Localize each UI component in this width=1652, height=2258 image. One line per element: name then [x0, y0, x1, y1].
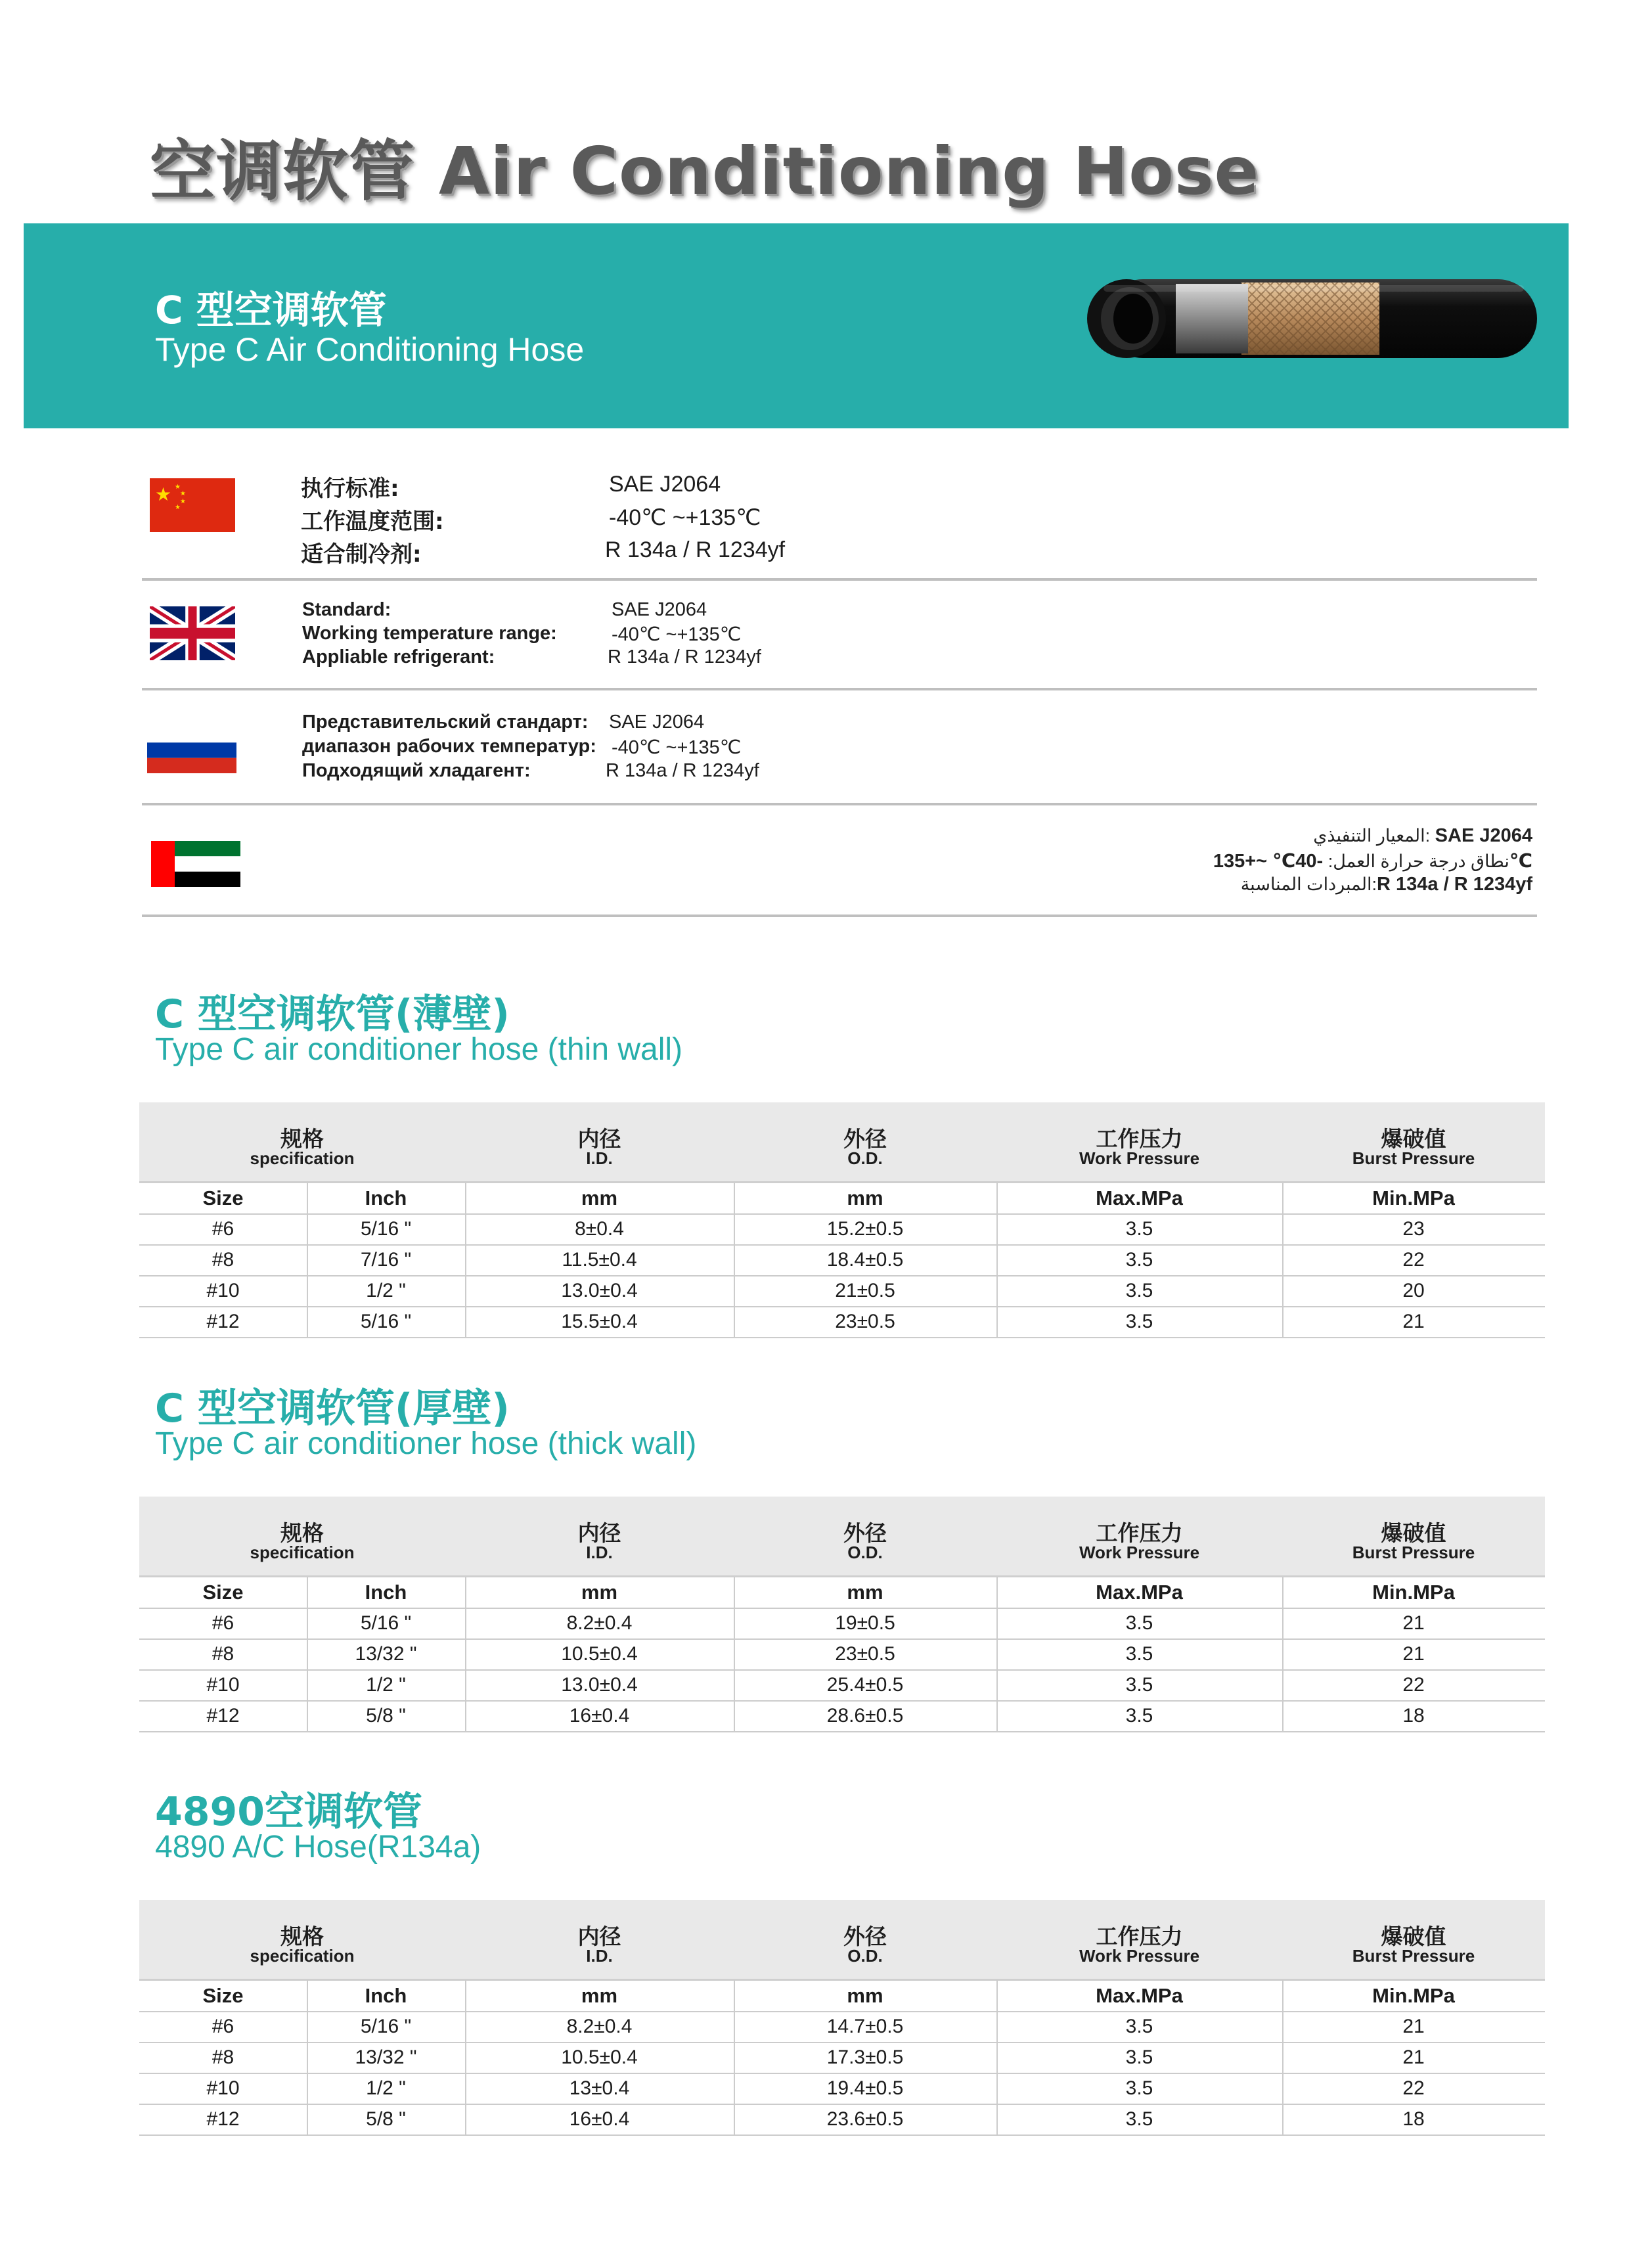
table-cell: 3.5 — [1125, 2016, 1153, 2037]
ru-refrigerant-label: Подходящий хладагент: — [302, 760, 531, 781]
table-cell: 3.5 — [1125, 1612, 1153, 1634]
ru-temp-value: -40℃ ~+135℃ — [612, 737, 742, 758]
section-title-cn: C 型空调软管(薄壁) — [155, 991, 510, 1037]
table-subheader-row — [139, 1577, 1545, 1609]
table-cell: 5/8 " — [366, 2108, 406, 2130]
table-subheader-cell: Min.MPa — [1372, 1984, 1455, 2007]
table-cell: 22 — [1402, 1674, 1425, 1696]
table-cell: 23±0.5 — [835, 1643, 895, 1665]
table-cell: #6 — [212, 1218, 234, 1240]
ar-standard-value: SAE J2064 — [1435, 825, 1532, 846]
column-divider — [1282, 1183, 1284, 1337]
column-divider — [307, 1980, 308, 2134]
table-cell: #10 — [206, 1674, 240, 1696]
svg-text:★: ★ — [180, 498, 186, 505]
table-cell: #12 — [206, 2108, 240, 2130]
table-cell: 28.6±0.5 — [826, 1705, 904, 1727]
table-row — [139, 1608, 1545, 1640]
table-header — [139, 1102, 1545, 1183]
header-specification — [139, 1102, 465, 1181]
column-divider — [734, 1980, 735, 2134]
header-specification-en: specification — [250, 1946, 355, 1966]
table-subheader-cell: Size — [202, 1581, 244, 1604]
ar-standard-line — [1313, 825, 1532, 847]
header-work-pressure-en: Work Pressure — [1079, 1946, 1200, 1966]
table-cell: 3.5 — [1125, 2077, 1153, 2099]
table-cell: 22 — [1402, 2077, 1425, 2099]
table-cell: 20 — [1402, 1280, 1425, 1301]
table-row — [139, 1244, 1545, 1276]
table-subheader-cell: mm — [847, 1984, 883, 2007]
page-title: 空调软管 Air Conditioning Hose — [150, 133, 1260, 210]
table-cell: 13/32 " — [355, 2046, 417, 2068]
table-cell: 21 — [1402, 2016, 1425, 2037]
table-cell: 5/16 " — [360, 1218, 412, 1240]
header-work-pressure-cn: 工作压力 — [1096, 1126, 1183, 1152]
table-row — [139, 2073, 1545, 2105]
header-work-pressure — [996, 1102, 1282, 1181]
table-cell: 21 — [1402, 1311, 1425, 1332]
column-divider — [465, 1577, 466, 1731]
en-standard-label: Standard: — [302, 599, 391, 620]
column-divider — [465, 1980, 466, 2134]
table-subheader-row — [139, 1980, 1545, 2012]
header-burst-pressure-en: Burst Pressure — [1352, 1543, 1475, 1562]
cn-temp-label: 工作温度范围: — [301, 508, 444, 535]
header-burst-pressure — [1282, 1102, 1545, 1181]
table-cell: 8.2±0.4 — [566, 2016, 633, 2037]
russia-flag-icon — [147, 727, 236, 773]
table-cell: 13/32 " — [355, 1643, 417, 1665]
header-work-pressure-cn: 工作压力 — [1096, 1924, 1183, 1949]
table-cell: 25.4±0.5 — [826, 1674, 904, 1696]
uk-flag-icon — [150, 606, 235, 660]
banner-title-cn: C 型空调软管 — [155, 288, 387, 332]
section-title-en: 4890 A/C Hose(R134a) — [155, 1830, 481, 1864]
header-inner-diameter — [465, 1900, 734, 1979]
header-burst-pressure-en: Burst Pressure — [1352, 1946, 1475, 1966]
header-inner-diameter-en: I.D. — [586, 1148, 613, 1168]
table-row — [139, 1213, 1545, 1246]
table-row — [139, 1700, 1545, 1732]
cn-temp-value: -40℃ ~+135℃ — [609, 505, 761, 530]
table-row — [139, 1275, 1545, 1307]
section-title-cn: C 型空调软管(厚壁) — [155, 1386, 510, 1432]
table-cell: 15.2±0.5 — [826, 1218, 904, 1240]
table-cell: 3.5 — [1125, 1705, 1153, 1727]
table-cell: 3.5 — [1125, 1280, 1153, 1301]
table-header — [139, 1497, 1545, 1577]
ar-refrigerant-value: R 134a / R 1234yf — [1377, 874, 1532, 895]
section-title-cn: 4890空调软管 — [155, 1789, 422, 1835]
en-temp-value: -40℃ ~+135℃ — [612, 624, 742, 645]
table-cell: 14.7±0.5 — [826, 2016, 904, 2037]
table-subheader-cell: Min.MPa — [1372, 1186, 1455, 1209]
column-divider — [734, 1577, 735, 1731]
table-cell: 8±0.4 — [575, 1218, 624, 1240]
header-inner-diameter — [465, 1102, 734, 1181]
header-burst-pressure-cn: 爆破值 — [1381, 1520, 1446, 1546]
table-cell: #6 — [212, 1612, 234, 1634]
table-cell: 13.0±0.4 — [561, 1674, 638, 1696]
column-divider — [1282, 1577, 1284, 1731]
table-cell: 3.5 — [1125, 1249, 1153, 1271]
table-cell: 16±0.4 — [569, 1705, 630, 1727]
table-cell: 18 — [1402, 2108, 1425, 2130]
header-inner-diameter-cn: 内径 — [577, 1924, 621, 1949]
table-cell: 15.5±0.4 — [561, 1311, 638, 1332]
header-outer-diameter-cn: 外径 — [843, 1924, 887, 1949]
table-cell: 10.5±0.4 — [561, 1643, 638, 1665]
header-outer-diameter-en: O.D. — [847, 1946, 883, 1966]
table-cell: 18 — [1402, 1705, 1425, 1727]
svg-text:★: ★ — [180, 490, 186, 497]
header-burst-pressure-en: Burst Pressure — [1352, 1148, 1475, 1168]
section-title-en: Type C air conditioner hose (thin wall) — [155, 1032, 683, 1067]
table-cell: #8 — [212, 2046, 234, 2068]
ar-refrigerant-line — [1241, 874, 1532, 895]
header-outer-diameter — [734, 1102, 996, 1181]
table-subheader-cell: Inch — [365, 1984, 407, 2007]
table-cell: 11.5±0.4 — [562, 1249, 637, 1271]
table-cell: 3.5 — [1125, 1674, 1153, 1696]
table-cell: 3.5 — [1125, 2108, 1153, 2130]
header-outer-diameter-cn: 外径 — [843, 1126, 887, 1152]
table-cell: 1/2 " — [366, 2077, 406, 2099]
table-cell: 13±0.4 — [569, 2077, 630, 2099]
header-burst-pressure-cn: 爆破值 — [1381, 1924, 1446, 1949]
column-divider — [996, 1183, 998, 1337]
table-subheader-cell: Size — [202, 1984, 244, 2007]
header-outer-diameter-cn: 外径 — [843, 1520, 887, 1546]
ar-standard-label: المعيار التنفيذي: — [1313, 826, 1431, 846]
table-cell: 23.6±0.5 — [826, 2108, 904, 2130]
header-outer-diameter — [734, 1497, 996, 1575]
table-cell: 1/2 " — [366, 1280, 406, 1301]
ru-standard-label: Представительский стандарт: — [302, 711, 589, 733]
header-work-pressure-cn: 工作压力 — [1096, 1520, 1183, 1546]
table-row — [139, 1306, 1545, 1338]
column-divider — [1282, 1980, 1284, 2134]
table-subheader-row — [139, 1183, 1545, 1215]
cn-standard-label: 执行标准: — [301, 476, 399, 502]
table-subheader-cell: Inch — [365, 1186, 407, 1209]
header-work-pressure-en: Work Pressure — [1079, 1148, 1200, 1168]
table-cell: 3.5 — [1125, 1218, 1153, 1240]
table-subheader-cell: Max.MPa — [1096, 1984, 1183, 2007]
table-header — [139, 1900, 1545, 1981]
section-title-en: Type C air conditioner hose (thick wall) — [155, 1426, 697, 1461]
table-cell: #6 — [212, 2016, 234, 2037]
header-specification — [139, 1497, 465, 1575]
header-outer-diameter-en: O.D. — [847, 1543, 883, 1562]
header-specification-cn: 规格 — [280, 1520, 324, 1546]
table-subheader-cell: Min.MPa — [1372, 1581, 1455, 1604]
divider — [142, 803, 1537, 805]
column-divider — [996, 1577, 998, 1731]
header-inner-diameter-cn: 内径 — [577, 1520, 621, 1546]
table-cell: 5/16 " — [360, 1612, 412, 1634]
table-cell: 23 — [1402, 1218, 1425, 1240]
header-specification-cn: 规格 — [280, 1924, 324, 1949]
table-cell: 21±0.5 — [835, 1280, 895, 1301]
column-divider — [307, 1577, 308, 1731]
ar-temp-line — [1213, 849, 1532, 872]
table-cell: 7/16 " — [360, 1249, 412, 1271]
header-specification-en: specification — [250, 1543, 355, 1562]
table-cell: 3.5 — [1125, 1311, 1153, 1332]
table-cell: 5/8 " — [366, 1705, 406, 1727]
table-row — [139, 2042, 1545, 2074]
hose-image — [1077, 276, 1544, 361]
en-refrigerant-value: R 134a / R 1234yf — [608, 646, 761, 667]
table-cell: 3.5 — [1125, 1643, 1153, 1665]
svg-text:★: ★ — [175, 504, 181, 511]
table-cell: #10 — [206, 1280, 240, 1301]
column-divider — [734, 1183, 735, 1337]
svg-text:★: ★ — [155, 484, 172, 505]
column-divider — [996, 1980, 998, 2134]
svg-text:★: ★ — [175, 484, 181, 491]
table-cell: 13.0±0.4 — [561, 1280, 638, 1301]
table-cell: 21 — [1402, 1612, 1425, 1634]
table-cell: 23±0.5 — [835, 1311, 895, 1332]
table-row — [139, 1638, 1545, 1671]
column-divider — [307, 1183, 308, 1337]
en-temp-label: Working temperature range: — [302, 623, 557, 644]
table-cell: #12 — [206, 1705, 240, 1727]
table-cell: #12 — [206, 1311, 240, 1332]
cn-refrigerant-value: R 134a / R 1234yf — [605, 537, 786, 562]
table-cell: 10.5±0.4 — [561, 2046, 638, 2068]
header-burst-pressure-cn: 爆破值 — [1381, 1126, 1446, 1152]
header-burst-pressure — [1282, 1900, 1545, 1979]
table-cell: #10 — [206, 2077, 240, 2099]
banner-title-en: Type C Air Conditioning Hose — [155, 331, 585, 368]
uae-flag-icon — [151, 841, 240, 887]
ru-refrigerant-value: R 134a / R 1234yf — [606, 760, 759, 781]
table-row — [139, 2104, 1545, 2136]
divider — [142, 914, 1537, 917]
table-subheader-cell: mm — [581, 1186, 618, 1209]
table-subheader-cell: mm — [847, 1581, 883, 1604]
header-inner-diameter-en: I.D. — [586, 1543, 613, 1562]
cn-standard-value: SAE J2064 — [609, 472, 721, 497]
ar-temp-label: نطاق درجة حرارة العمل: — [1328, 851, 1509, 871]
ru-standard-value: SAE J2064 — [609, 711, 705, 733]
table-cell: 22 — [1402, 1249, 1425, 1271]
header-burst-pressure — [1282, 1497, 1545, 1575]
header-work-pressure — [996, 1497, 1282, 1575]
table-cell: 8.2±0.4 — [566, 1612, 633, 1634]
en-standard-value: SAE J2064 — [612, 599, 707, 620]
table-cell: 19±0.5 — [835, 1612, 895, 1634]
en-refrigerant-label: Appliable refrigerant: — [302, 646, 495, 667]
table-cell: 19.4±0.5 — [826, 2077, 904, 2099]
table-subheader-cell: mm — [847, 1186, 883, 1209]
ar-refrigerant-label: المبردات المناسبة: — [1240, 874, 1377, 894]
header-inner-diameter-en: I.D. — [586, 1946, 613, 1966]
header-outer-diameter-en: O.D. — [847, 1148, 883, 1168]
header-specification-cn: 规格 — [280, 1126, 324, 1152]
table-cell: 17.3±0.5 — [826, 2046, 904, 2068]
header-inner-diameter-cn: 内径 — [577, 1126, 621, 1152]
table-subheader-cell: Max.MPa — [1096, 1186, 1183, 1209]
table-subheader-cell: Max.MPa — [1096, 1581, 1183, 1604]
header-outer-diameter — [734, 1900, 996, 1979]
table-cell: 21 — [1402, 1643, 1425, 1665]
table-cell: #8 — [212, 1249, 234, 1271]
column-divider — [465, 1183, 466, 1337]
ar-temp-value: -40℃ ~+135℃ — [1213, 851, 1532, 872]
table-cell: 18.4±0.5 — [826, 1249, 904, 1271]
table-cell: 1/2 " — [366, 1674, 406, 1696]
header-specification-en: specification — [250, 1148, 355, 1168]
table-subheader-cell: Inch — [365, 1581, 407, 1604]
cn-refrigerant-label: 适合制冷剂: — [301, 541, 422, 568]
table-cell: #8 — [212, 1643, 234, 1665]
table-subheader-cell: Size — [202, 1186, 244, 1209]
header-inner-diameter — [465, 1497, 734, 1575]
header-specification — [139, 1900, 465, 1979]
table-subheader-cell: mm — [581, 1581, 618, 1604]
table-subheader-cell: mm — [581, 1984, 618, 2007]
table-cell: 5/16 " — [360, 2016, 412, 2037]
divider — [142, 578, 1537, 581]
table-cell: 16±0.4 — [569, 2108, 630, 2130]
header-work-pressure-en: Work Pressure — [1079, 1543, 1200, 1562]
table-cell: 5/16 " — [360, 1311, 412, 1332]
table-row — [139, 2011, 1545, 2043]
header-work-pressure — [996, 1900, 1282, 1979]
ru-temp-label: диапазон рабочих температур: — [302, 736, 596, 757]
table-row — [139, 1669, 1545, 1702]
china-flag-icon — [150, 478, 235, 532]
table-cell: 21 — [1402, 2046, 1425, 2068]
table-cell: 3.5 — [1125, 2046, 1153, 2068]
divider — [142, 688, 1537, 690]
